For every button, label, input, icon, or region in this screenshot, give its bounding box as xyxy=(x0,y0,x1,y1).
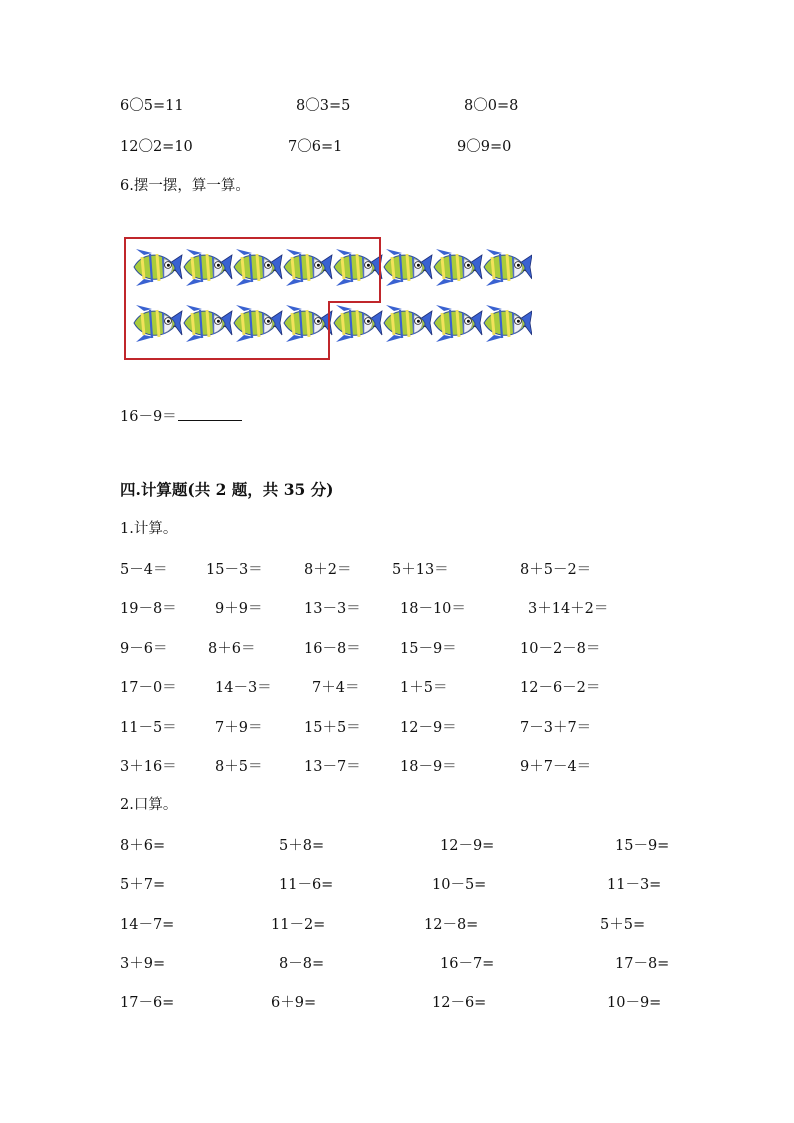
q1-item: 8＋5－2＝ xyxy=(520,562,592,578)
answer-blank xyxy=(178,406,242,421)
q1-item: 12－6－2＝ xyxy=(520,680,601,696)
q1-item: 8＋2＝ xyxy=(304,562,352,578)
cmp-r1-c1: 7〇6=1 xyxy=(288,139,343,155)
q2-item: 8－8= xyxy=(279,956,325,972)
fish-icon xyxy=(484,249,532,286)
q1-item: 5－4＝ xyxy=(120,562,168,578)
fish-icon xyxy=(434,249,482,286)
q2-item: 5＋7= xyxy=(120,877,166,893)
q1-item: 18－9＝ xyxy=(400,759,457,775)
cmp-r1-c0: 12〇2=10 xyxy=(120,139,193,155)
q2-item: 12－8= xyxy=(424,917,479,933)
q1-item: 8＋6＝ xyxy=(208,641,256,657)
fish-icon xyxy=(334,305,382,342)
q1-item: 9＋9＝ xyxy=(215,601,263,617)
fish-icon xyxy=(284,249,332,286)
q6-title: 6.摆一摆，算一算。 xyxy=(120,178,250,194)
q2-item: 11－6= xyxy=(279,877,334,893)
q2-item: 16－7= xyxy=(440,956,495,972)
q2-item: 6＋9= xyxy=(271,995,317,1011)
q2-item: 17－6= xyxy=(120,995,175,1011)
q2-item: 3＋9= xyxy=(120,956,166,972)
q1-item: 13－3＝ xyxy=(304,601,361,617)
fish-icon xyxy=(334,249,382,286)
q1-item: 3＋16＝ xyxy=(120,759,177,775)
q6-equation: 16－9＝ xyxy=(120,409,177,425)
q1-item: 7＋4＝ xyxy=(312,680,360,696)
cmp-r0-c0: 6〇5=11 xyxy=(120,98,184,114)
q1-item: 5＋13＝ xyxy=(392,562,449,578)
q1-item: 15－9＝ xyxy=(400,641,457,657)
q1-item: 17－0＝ xyxy=(120,680,177,696)
q1-item: 3＋14＋2＝ xyxy=(528,601,609,617)
q2-item: 10－5= xyxy=(432,877,487,893)
q1-item: 9－6＝ xyxy=(120,641,168,657)
fish-icon xyxy=(234,305,282,342)
q2-item: 17－8= xyxy=(615,956,670,972)
q1-item: 7＋9＝ xyxy=(215,720,263,736)
q1-item: 15－3＝ xyxy=(206,562,263,578)
fish-icon xyxy=(384,249,432,286)
fish-icon xyxy=(184,249,232,286)
q1-item: 11－5＝ xyxy=(120,720,177,736)
q1-item: 19－8＝ xyxy=(120,601,177,617)
q2-item: 10－9= xyxy=(607,995,662,1011)
cmp-r0-c1: 8〇3=5 xyxy=(296,98,351,114)
q1-item: 13－7＝ xyxy=(304,759,361,775)
q1-item: 14－3＝ xyxy=(215,680,272,696)
q2-item: 12－6= xyxy=(432,995,487,1011)
q1-item: 16－8＝ xyxy=(304,641,361,657)
fish-icon xyxy=(484,305,532,342)
fish-icon xyxy=(184,305,232,342)
q1-item: 10－2－8＝ xyxy=(520,641,601,657)
fish-icon xyxy=(234,249,282,286)
cmp-r1-c2: 9〇9=0 xyxy=(457,139,512,155)
q1-item: 18－10＝ xyxy=(400,601,466,617)
q1-item: 15＋5＝ xyxy=(304,720,361,736)
q1-item: 9＋7－4＝ xyxy=(520,759,592,775)
fish-icon xyxy=(134,249,182,286)
q1-item: 8＋5＝ xyxy=(215,759,263,775)
q2-title: 2.口算。 xyxy=(120,797,178,813)
section4-heading: 四.计算题(共 2 题，共 35 分) xyxy=(120,480,334,499)
q2-item: 11－3= xyxy=(607,877,662,893)
q1-item: 7－3＋7＝ xyxy=(520,720,592,736)
fish-icon xyxy=(384,305,432,342)
q2-item: 5＋5= xyxy=(600,917,646,933)
fish-icon xyxy=(134,305,182,342)
q2-item: 12－9= xyxy=(440,838,495,854)
q1-item: 12－9＝ xyxy=(400,720,457,736)
q2-item: 5＋8= xyxy=(279,838,325,854)
fish-icon xyxy=(434,305,482,342)
q2-item: 14－7= xyxy=(120,917,175,933)
q2-item: 8＋6= xyxy=(120,838,166,854)
q1-item: 1＋5＝ xyxy=(400,680,448,696)
q2-item: 11－2= xyxy=(271,917,326,933)
q2-item: 15－9= xyxy=(615,838,670,854)
q6-equation-line xyxy=(120,406,242,426)
fish-figure xyxy=(124,232,532,360)
cmp-r0-c2: 8〇0=8 xyxy=(464,98,519,114)
fish-icon xyxy=(284,305,332,342)
q1-title: 1.计算。 xyxy=(120,521,178,537)
